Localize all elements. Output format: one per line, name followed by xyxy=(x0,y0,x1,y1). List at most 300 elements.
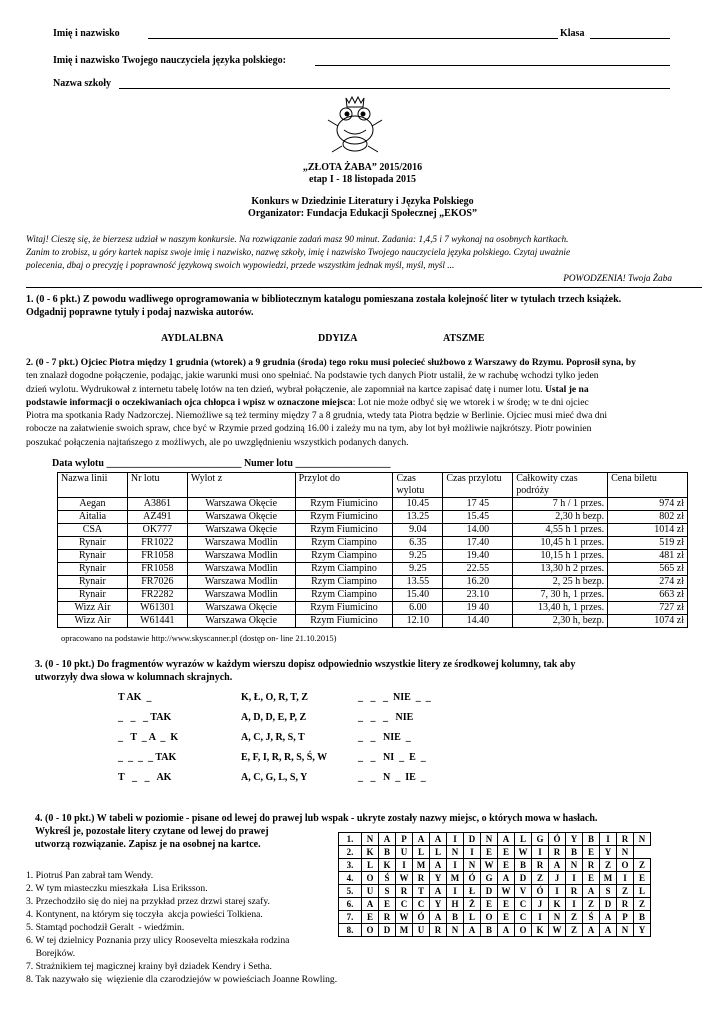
task3-line-2: utworzyły dwa słowa w kolumnach skrajnych. xyxy=(35,672,233,683)
grid-cell[interactable]: E xyxy=(583,872,600,885)
table-cell: 6.00 xyxy=(393,602,443,615)
grid-cell[interactable]: C xyxy=(515,898,532,911)
table-cell: 565 zł xyxy=(608,563,688,576)
grid-cell[interactable]: I xyxy=(617,872,634,885)
grid-cell[interactable]: R xyxy=(566,885,583,898)
grid-cell[interactable]: D xyxy=(600,898,617,911)
grid-cell[interactable]: I xyxy=(549,885,566,898)
col-header: Czas wylotu xyxy=(393,473,443,498)
grid-cell[interactable]: I xyxy=(447,885,464,898)
grid-cell[interactable]: B xyxy=(634,911,651,924)
table-cell: Warszawa Modlin xyxy=(187,550,295,563)
grid-cell[interactable]: R xyxy=(379,911,396,924)
grid-cell[interactable]: Z xyxy=(583,898,600,911)
grid-cell[interactable]: I xyxy=(447,859,464,872)
table-header-row xyxy=(58,473,688,498)
table-cell: 2,30 h, bezp. xyxy=(513,615,608,628)
table-cell: 663 zł xyxy=(608,589,688,602)
table-row xyxy=(58,615,688,628)
grid-cell[interactable]: S xyxy=(600,885,617,898)
grid-cell[interactable]: N xyxy=(481,833,498,846)
grid-row-number: 2. xyxy=(339,846,362,859)
table-row xyxy=(58,602,688,615)
grid-cell[interactable]: A xyxy=(430,911,447,924)
grid-row-number: 1. xyxy=(339,833,362,846)
table-cell: 14.40 xyxy=(443,615,513,628)
grid-cell[interactable]: P xyxy=(396,833,413,846)
grid-cell[interactable]: L xyxy=(430,846,447,859)
task4-line-2: Wykreśl je, pozostałe litery czytane od lewej do prawej xyxy=(35,826,269,837)
grid-cell[interactable]: E xyxy=(362,911,379,924)
grid-cell[interactable]: Z xyxy=(566,911,583,924)
fragment-right: _ _ _ NIE xyxy=(358,712,414,723)
grid-cell[interactable]: Z xyxy=(600,859,617,872)
clue-item: Borejków. xyxy=(26,948,76,959)
school-field-row xyxy=(53,78,670,89)
task2-line-3a: dzień wylotu. Wydrukował z internetu tabelę lotów na ten dzień, wybrał połączenie, ale zapomniał na kartce zapisać datę i numer lotu. xyxy=(26,383,545,395)
grid-cell[interactable]: A xyxy=(600,924,617,937)
stage-line: etap I - 18 listopada 2015 xyxy=(309,174,416,185)
clue-item: 7. Strażnikiem tej magicznej krainy był dziadek Kendry i Setha. xyxy=(26,961,272,972)
grid-cell[interactable]: O xyxy=(617,859,634,872)
grid-cell[interactable]: I xyxy=(600,833,617,846)
task2-line-4a: podstawie informacji o oczekiwaniach ojca chłopca i wpisz w oznaczone miejsca xyxy=(26,396,353,408)
task3-block xyxy=(35,658,575,684)
grid-cell[interactable]: Z xyxy=(634,859,651,872)
grid-cell[interactable]: D xyxy=(464,833,481,846)
table-cell: FR1058 xyxy=(127,550,187,563)
intro-line-1: Witaj! Cieszę się, że bierzesz udział w naszym konkursie. Na rozwiązanie zadań masz 90 minut. Zadania: 1,4,5 i 7 wykonaj na osobnych kartkach. xyxy=(26,235,569,245)
grid-cell[interactable]: Ś xyxy=(379,872,396,885)
grid-row-number: 5. xyxy=(339,885,362,898)
grid-cell[interactable]: E xyxy=(634,872,651,885)
table-cell: 17 45 xyxy=(443,498,513,511)
school-label: Nazwa szkoły xyxy=(53,78,112,89)
grid-cell[interactable]: R xyxy=(549,846,566,859)
grid-cell[interactable]: Y xyxy=(600,846,617,859)
task2-line-3 xyxy=(26,383,702,396)
grid-cell[interactable]: A xyxy=(430,833,447,846)
grid-cell[interactable]: I xyxy=(464,846,481,859)
school-input-line[interactable] xyxy=(119,78,670,89)
grid-cell[interactable]: N xyxy=(464,859,481,872)
grid-row-number: 8. xyxy=(339,924,362,937)
table-cell: 15.45 xyxy=(443,511,513,524)
table-cell: Rynair xyxy=(58,576,128,589)
grid-cell[interactable]: W xyxy=(549,924,566,937)
grid-cell[interactable]: N xyxy=(566,859,583,872)
task4-line-3: utworzą rozwiązanie. Zapisz je na osobnej na kartce. xyxy=(35,839,261,850)
grid-cell[interactable]: C xyxy=(396,898,413,911)
fragment-mid: A, C, J, R, S, T xyxy=(241,732,305,743)
grid-cell[interactable]: I xyxy=(396,859,413,872)
date-input-line[interactable]: ___________________________ xyxy=(106,458,242,469)
fragment-left: _ _ _ _ TAK xyxy=(118,752,177,763)
grid-cell[interactable]: I xyxy=(447,833,464,846)
grid-cell[interactable]: O xyxy=(362,924,379,937)
table-cell: 519 zł xyxy=(608,537,688,550)
grid-cell[interactable]: N xyxy=(617,924,634,937)
clue-list xyxy=(26,869,337,986)
fragment-right: _ _ N _ IE _ xyxy=(358,772,426,783)
task1-block xyxy=(26,293,621,319)
grid-row xyxy=(339,872,651,885)
grid-cell[interactable]: W xyxy=(481,859,498,872)
table-cell: 2, 25 h bezp. xyxy=(513,576,608,589)
table-cell: Rzym Ciampino xyxy=(295,563,393,576)
task2-line-4 xyxy=(26,396,702,409)
grid-cell[interactable]: Ó xyxy=(532,885,549,898)
table-cell: 12.10 xyxy=(393,615,443,628)
table-cell: W61441 xyxy=(127,615,187,628)
grid-cell[interactable]: M xyxy=(413,859,430,872)
grid-cell[interactable]: Y xyxy=(430,872,447,885)
table-cell: 13,30 h 2 przes. xyxy=(513,563,608,576)
grid-cell[interactable]: L xyxy=(464,911,481,924)
fragment-right: _ _ NI _ E _ xyxy=(358,752,426,763)
number-label: Numer lotu xyxy=(241,458,296,469)
table-cell: Warszawa Modlin xyxy=(187,589,295,602)
clue-item: 8. Tak nazywało się więzienie dla czarodziejów w powieściach Joanne Rowling. xyxy=(26,974,338,985)
col-header: Cena biletu xyxy=(608,473,688,498)
fragment-right: _ _ _ NIE _ _ xyxy=(358,692,431,703)
grid-cell[interactable]: M xyxy=(447,872,464,885)
clue-item: 4. Kontynent, na którym się toczyła akcja powieści Tolkiena. xyxy=(26,909,263,920)
grid-cell[interactable]: A xyxy=(600,911,617,924)
table-cell: 13.25 xyxy=(393,511,443,524)
grid-cell[interactable]: E xyxy=(498,911,515,924)
grid-cell[interactable]: W xyxy=(396,911,413,924)
grid-cell[interactable]: B xyxy=(481,924,498,937)
table-cell: 13,40 h, 1 przes. xyxy=(513,602,608,615)
competition-line: Konkurs w Dziedzinie Literatury i Języka Polskiego xyxy=(251,196,474,207)
col-header: Czas przylotu xyxy=(443,473,513,498)
grid-cell[interactable]: J xyxy=(532,898,549,911)
class-label: Klasa xyxy=(560,28,585,39)
table-cell: 22.55 xyxy=(443,563,513,576)
grid-cell[interactable]: R xyxy=(430,924,447,937)
table-cell: 9.25 xyxy=(393,550,443,563)
table-cell: Aitalia xyxy=(58,511,128,524)
grid-cell[interactable]: K xyxy=(532,924,549,937)
grid-cell[interactable]: M xyxy=(396,924,413,937)
table-cell: 19 40 xyxy=(443,602,513,615)
grid-cell[interactable]: B xyxy=(379,846,396,859)
grid-cell[interactable]: A xyxy=(362,898,379,911)
task2-line-3b: Ustal je na xyxy=(544,383,589,395)
table-cell: FR7026 xyxy=(127,576,187,589)
grid-cell[interactable]: U xyxy=(396,846,413,859)
grid-row xyxy=(339,846,651,859)
grid-cell[interactable]: I xyxy=(566,872,583,885)
grid-cell[interactable]: L xyxy=(634,885,651,898)
grid-cell[interactable]: Ó xyxy=(549,833,566,846)
fragment-left: T AK _ xyxy=(118,692,152,703)
table-cell: 16.20 xyxy=(443,576,513,589)
table-cell: Warszawa Modlin xyxy=(187,563,295,576)
table-row xyxy=(58,576,688,589)
grid-cell[interactable]: W xyxy=(498,885,515,898)
grid-cell[interactable]: Ż xyxy=(464,898,481,911)
table-cell: FR2282 xyxy=(127,589,187,602)
grid-cell[interactable]: Ó xyxy=(413,911,430,924)
table-cell: Rzym Ciampino xyxy=(295,537,393,550)
table-cell: Rzym Ciampino xyxy=(295,576,393,589)
grid-cell[interactable]: E xyxy=(498,859,515,872)
intro-line-3: polecenia, dbaj o precyzję i poprawność językową swoich wypowiedzi, przede wszystkim jednak myśl, myśl, myśl ... xyxy=(26,261,455,271)
teacher-input-line[interactable] xyxy=(315,55,670,66)
task2-line-7: poszukać połączenia najtańszego z możliwych, ale po uwzględnieniu wszystkich podanych danych. xyxy=(26,436,409,448)
table-cell: Rynair xyxy=(58,550,128,563)
table-row xyxy=(58,511,688,524)
table-cell: FR1022 xyxy=(127,537,187,550)
grid-cell[interactable]: C xyxy=(413,898,430,911)
grid-cell[interactable]: H xyxy=(447,898,464,911)
teacher-field-row xyxy=(53,55,670,66)
table-cell: 7, 30 h, 1 przes. xyxy=(513,589,608,602)
date-number-row xyxy=(52,458,390,469)
table-cell: Wizz Air xyxy=(58,602,128,615)
grid-cell[interactable]: S xyxy=(379,885,396,898)
table-cell: 802 zł xyxy=(608,511,688,524)
table-cell: Warszawa Okęcie xyxy=(187,511,295,524)
grid-cell[interactable]: K xyxy=(549,898,566,911)
table-cell: 10,15 h 1 przes. xyxy=(513,550,608,563)
grid-cell[interactable]: B xyxy=(583,833,600,846)
letter-grid xyxy=(338,832,651,937)
table-cell: 727 zł xyxy=(608,602,688,615)
col-header: Całkowity czas podróży xyxy=(513,473,608,498)
grid-row-number: 6. xyxy=(339,898,362,911)
table-cell: 19.40 xyxy=(443,550,513,563)
fragment-left: T _ _ AK xyxy=(118,772,172,783)
fragment-left: _ _ _ TAK xyxy=(118,712,172,723)
table-cell: OK777 xyxy=(127,524,187,537)
table-cell: 2,30 h bezp. xyxy=(513,511,608,524)
fragment-right: _ _ NIE _ xyxy=(358,732,411,743)
grid-cell[interactable]: D xyxy=(515,872,532,885)
table-cell: 10.45 xyxy=(393,498,443,511)
task2-line-6: robocze na załatwienie swoich spraw, chce być w Rzymie przed godziną 16.00 i zależy mu na tym, aby lot był możliwie najkrótszy. Piotr powinien xyxy=(26,423,592,435)
grid-cell[interactable]: N xyxy=(634,833,651,846)
grid-row-number: 3. xyxy=(339,859,362,872)
class-input-line[interactable] xyxy=(590,28,670,39)
grid-cell[interactable]: K xyxy=(362,846,379,859)
clue-item: 6. W tej dzielnicy Poznania przy ulicy Roosevelta mieszkała rodzina xyxy=(26,935,290,946)
grid-cell[interactable]: A xyxy=(464,924,481,937)
grid-cell[interactable]: Y xyxy=(430,898,447,911)
organizer-line: Organizator: Fundacja Edukacji Społecznej „EKOS” xyxy=(248,208,477,219)
grid-cell[interactable]: R xyxy=(583,859,600,872)
grid-cell[interactable]: Z xyxy=(566,924,583,937)
grid-cell[interactable]: N xyxy=(549,911,566,924)
grid-cell[interactable]: B xyxy=(566,846,583,859)
grid-cell[interactable]: Y xyxy=(566,833,583,846)
table-cell: W61301 xyxy=(127,602,187,615)
grid-cell[interactable]: V xyxy=(515,885,532,898)
table-cell: 4,55 h 1 przes. xyxy=(513,524,608,537)
grid-cell[interactable]: D xyxy=(481,885,498,898)
task1-line-2: Odgadnij poprawne tytuły i podaj nazwiska autorów. xyxy=(26,307,254,318)
col-header: Przylot do xyxy=(295,473,393,498)
table-cell: Warszawa Modlin xyxy=(187,537,295,550)
grid-row xyxy=(339,924,651,937)
table-cell: Rzym Ciampino xyxy=(295,550,393,563)
grid-cell[interactable]: N xyxy=(447,846,464,859)
grid-cell[interactable]: E xyxy=(481,898,498,911)
grid-cell[interactable]: Ł xyxy=(464,885,481,898)
grid-row xyxy=(339,859,651,872)
grid-cell[interactable]: N xyxy=(447,924,464,937)
grid-cell[interactable]: A xyxy=(430,885,447,898)
table-cell: 6.35 xyxy=(393,537,443,550)
grid-row-number: 4. xyxy=(339,872,362,885)
grid-cell[interactable]: R xyxy=(413,872,430,885)
grid-cell[interactable]: R xyxy=(617,898,634,911)
table-cell: Rynair xyxy=(58,563,128,576)
task4-line-1: 4. (0 - 10 pkt.) W tabeli w poziomie - pisane od lewej do prawej lub wspak - ukryte zostały nazwy miejsc, o których mowa w hasłach. xyxy=(35,813,598,824)
grid-cell[interactable]: C xyxy=(515,911,532,924)
grid-cell[interactable]: L xyxy=(362,859,379,872)
task2-line-1 xyxy=(26,356,702,369)
clue-item: 2. W tym miasteczku mieszkała Lisa Eriksson. xyxy=(26,883,208,894)
contest-title: „ZŁOTA ŻABA” 2015/2016 xyxy=(302,162,423,173)
table-cell: Rzym Fiumicino xyxy=(295,615,393,628)
grid-cell[interactable]: M xyxy=(600,872,617,885)
number-input-line[interactable]: ___________________ xyxy=(295,458,391,469)
grid-cell[interactable]: B xyxy=(447,911,464,924)
grid-cell[interactable]: A xyxy=(498,833,515,846)
table-cell: A3861 xyxy=(127,498,187,511)
table-cell: Aegan xyxy=(58,498,128,511)
table-cell: 481 zł xyxy=(608,550,688,563)
grid-cell[interactable]: G xyxy=(481,872,498,885)
grid-cell[interactable]: L xyxy=(515,833,532,846)
grid-cell[interactable]: W xyxy=(396,872,413,885)
frog-logo-icon xyxy=(324,96,386,154)
table-cell: Wizz Air xyxy=(58,615,128,628)
name-input-line[interactable] xyxy=(148,28,558,39)
grid-cell[interactable]: E xyxy=(498,846,515,859)
grid-cell[interactable]: T xyxy=(413,885,430,898)
table-row xyxy=(58,537,688,550)
table-cell: FR1058 xyxy=(127,563,187,576)
grid-cell[interactable]: R xyxy=(617,833,634,846)
fragment-mid: E, F, I, R, R, S, Ś, W xyxy=(241,752,328,763)
table-row xyxy=(58,524,688,537)
task2-line-5: Piotra ma spotkania Rady Nadzorczej. Niemożliwe są też terminy między 7 a 8 grudnia, wtedy tata Piotra będzie w Berlinie. Ojciec musi mieć dwa dni xyxy=(26,410,608,422)
table-cell: Rynair xyxy=(58,589,128,602)
grid-cell[interactable]: A xyxy=(430,859,447,872)
teacher-label: Imię i nazwisko Twojego nauczyciela języka polskiego: xyxy=(53,55,286,66)
grid-cell[interactable]: A xyxy=(498,872,515,885)
grid-cell[interactable]: G xyxy=(532,833,549,846)
table-cell: 15.40 xyxy=(393,589,443,602)
grid-cell[interactable]: P xyxy=(617,911,634,924)
divider xyxy=(26,287,702,288)
grid-cell[interactable]: Ś xyxy=(583,911,600,924)
grid-cell[interactable]: R xyxy=(532,859,549,872)
grid-cell[interactable]: Y xyxy=(634,924,651,937)
grid-cell[interactable]: A xyxy=(549,859,566,872)
table-cell: 23.10 xyxy=(443,589,513,602)
table-cell: Rzym Fiumicino xyxy=(295,498,393,511)
grid-row xyxy=(339,898,651,911)
grid-cell[interactable]: J xyxy=(549,872,566,885)
grid-cell[interactable]: E xyxy=(498,898,515,911)
table-row xyxy=(58,563,688,576)
clue-item: 1. Piotruś Pan zabrał tam Wendy. xyxy=(26,870,154,881)
scrambled-title-1: AYDLALBNA xyxy=(161,333,224,344)
fragment-mid: K, Ł, O, R, T, Z xyxy=(241,692,308,703)
clue-item: 3. Przechodziło się do niej na przykład przez drzwi starej szafy. xyxy=(26,896,270,907)
grid-cell[interactable]: N xyxy=(617,846,634,859)
intro-line-2: Zanim to zrobisz, u góry kartek napisz swoje imię i nazwisko, nazwę szkoły, imię i nazwisko Twojego nauczyciela języka polskiego. Czytaj uważnie xyxy=(26,248,571,258)
table-cell: Warszawa Okęcie xyxy=(187,615,295,628)
table-cell: 9.04 xyxy=(393,524,443,537)
table-cell: 974 zł xyxy=(608,498,688,511)
date-label: Data wylotu xyxy=(52,458,107,469)
scrambled-title-2: DDYIZA xyxy=(318,333,358,344)
grid-cell[interactable]: Ó xyxy=(464,872,481,885)
table-cell: Warszawa Okęcie xyxy=(187,602,295,615)
table-row xyxy=(58,589,688,602)
grid-cell[interactable]: E xyxy=(379,898,396,911)
task2-line-4b: : Lot nie może odbyć się we wtorek i w środę; w te dni ojciec xyxy=(352,396,589,408)
grid-row-number: 7. xyxy=(339,911,362,924)
table-cell: 7 h / 1 przes. xyxy=(513,498,608,511)
grid-cell[interactable]: A xyxy=(498,924,515,937)
grid-cell[interactable]: D xyxy=(379,924,396,937)
grid-cell[interactable]: U xyxy=(362,885,379,898)
grid-cell[interactable]: W xyxy=(515,846,532,859)
table-cell: Rzym Ciampino xyxy=(295,589,393,602)
grid-cell[interactable]: A xyxy=(379,833,396,846)
grid-cell[interactable]: Z xyxy=(634,898,651,911)
grid-cell[interactable]: U xyxy=(413,924,430,937)
grid-cell[interactable]: I xyxy=(532,846,549,859)
grid-cell[interactable]: Z xyxy=(532,872,549,885)
table-cell: CSA xyxy=(58,524,128,537)
grid-cell[interactable]: R xyxy=(396,885,413,898)
grid-cell[interactable]: A xyxy=(413,833,430,846)
grid-cell[interactable]: E xyxy=(583,846,600,859)
grid-cell[interactable]: Z xyxy=(617,885,634,898)
flights-table xyxy=(57,472,688,628)
grid-cell[interactable]: N xyxy=(362,833,379,846)
clue-item: 5. Stamtąd pochodził Geralt - wiedźmin. xyxy=(26,922,185,933)
fragment-mid: A, C, G, L, S, Y xyxy=(241,772,308,783)
grid-cell[interactable]: I xyxy=(566,898,583,911)
grid-cell[interactable]: B xyxy=(515,859,532,872)
grid-cell[interactable]: I xyxy=(532,911,549,924)
table-cell: Rynair xyxy=(58,537,128,550)
scrambled-title-3: ATSZME xyxy=(443,333,485,344)
col-header: Nr lotu xyxy=(127,473,187,498)
grid-cell[interactable]: O xyxy=(481,911,498,924)
table-cell: 1074 zł xyxy=(608,615,688,628)
intro-signoff: POWODZENIA! Twoja Żaba xyxy=(563,274,672,284)
grid-cell[interactable]: A xyxy=(583,924,600,937)
grid-cell[interactable]: O xyxy=(362,872,379,885)
col-header: Wylot z xyxy=(187,473,295,498)
grid-cell[interactable]: O xyxy=(515,924,532,937)
grid-row xyxy=(339,911,651,924)
grid-cell[interactable]: E xyxy=(481,846,498,859)
grid-cell[interactable]: L xyxy=(413,846,430,859)
grid-cell[interactable]: A xyxy=(583,885,600,898)
grid-cell[interactable]: K xyxy=(379,859,396,872)
